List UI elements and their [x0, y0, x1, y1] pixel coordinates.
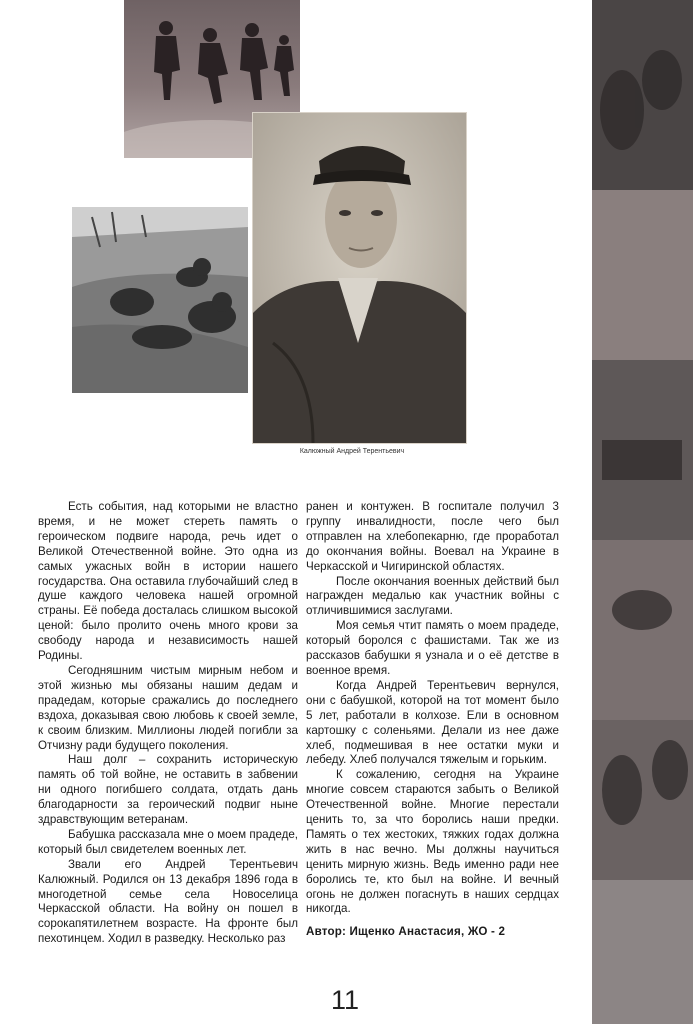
paragraph: После окончания военных действий был награжден медалью как участник войны с отличившимися заслугами. — [306, 574, 559, 618]
side-banner-collage — [592, 0, 693, 1024]
article-right-column — [306, 500, 559, 940]
paragraph: Звали его Андрей Терентьевич Калюжный. Родился он 13 декабря 1896 года в многодетной семье села Новоселица Черкасской области. На войну он пошел в сорокапятилетнем возрасте. На фронте был пехотинцем. Ходил в разведку. Несколько раз — [38, 857, 298, 946]
portrait-photo — [253, 113, 466, 443]
paragraph: Наш долг – сохранить историческую память об той войне, не оставить в забвении ни одного погибшего солдата, отдать дань благодарности за героический подвиг ныне здравствующим ветеранам. — [38, 753, 298, 827]
trench-soldiers-photo — [72, 207, 248, 393]
author-credit: Автор: Ищенко Анастасия, ЖО - 2 — [306, 925, 506, 939]
photo-caption: Калюжный Андрей Терентьевич — [299, 448, 405, 455]
paragraph-continued: ранен и контужен. В госпитале получил 3 группу инвалидности, после чего был отправлен на хлебопекарню, где проработал до окончания войны. Воевал на Украине в Черкасской и Чигиринской областях. — [306, 500, 559, 573]
paragraph: Сегодняшним чистым мирным небом и этой жизнью мы обязаны нашим дедам и прадедам, которые сражались до последнего вздоха, доказывая свою любовь к своей земле, к своим близким. Миллионы людей погибли за Отчизну ради будущего поколения. — [38, 663, 298, 752]
paragraph: Моя семья чтит память о моем прадеде, который боролся с фашистами. Так же из рассказов бабушки я узнала и о её детстве в военное время. — [306, 619, 559, 677]
side-banner — [592, 0, 693, 1024]
paragraph: Бабушка рассказала мне о моем прадеде, который был свидетелем военных лет. — [38, 827, 298, 856]
article-left-column — [38, 500, 298, 947]
paragraph: Когда Андрей Терентьевич вернулся, они с бабушкой, которой на тот момент было 5 лет, работали в колхозе. Ели в основном картошку с соленьями. Делали из нее даже хлеб, подмешивая в нее остатки муки и лебеду. Хлеб получался тяжелым и горьким. — [306, 678, 559, 767]
paragraph: Есть события, над которыми не властно время, и не может стереть память о героическом подвиге народа, речь идет о Великой Отечественной войне. Это одна из самых ужасных войн в истории нашего государства. Она оставила глубочайший след в душе каждого человека нашей огромной страны. Её победа досталась слишком высокой ценой: было пролито очень много крови за свободу народа и независимость нашей Родины. — [38, 500, 298, 663]
page-number: 11 — [330, 985, 360, 1015]
paragraph: К сожалению, сегодня на Украине многие совсем стараются забыть о Великой Отечественной войне. Многие перестали ценить то, за что боролись наши предки. Память о тех жестоких, тяжких годах должна жить в нас вечно. Мы должны научиться ценить мирную жизнь. Ведь именно ради нее боролись те, кто был на войне. И вечный огонь не должен погаснуть в наших сердцах никогда. — [306, 768, 559, 916]
